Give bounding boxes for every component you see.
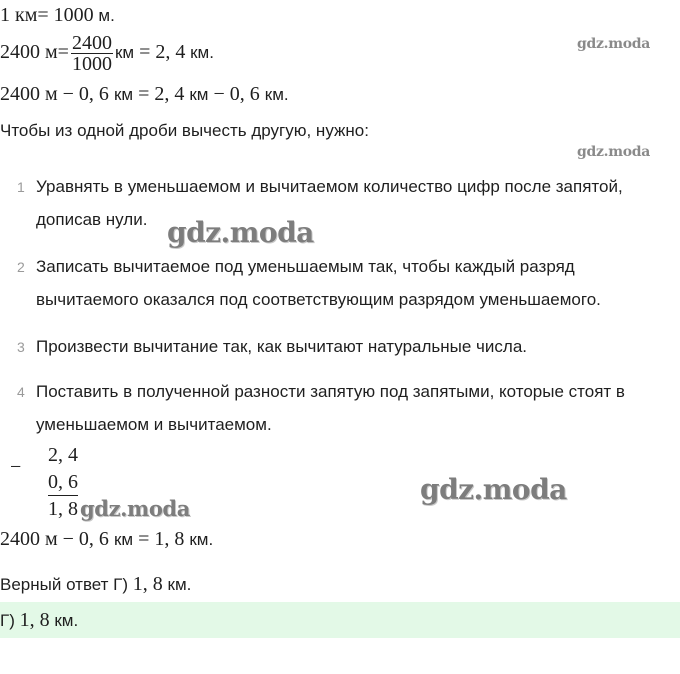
answer-box-unit: км. (49, 611, 79, 630)
column-minus-sign: − (10, 456, 22, 478)
eq3-d: = 2, 4 (133, 83, 190, 105)
fraction (71, 33, 113, 74)
step-number-1: 1 (17, 179, 25, 195)
answer-unit: км. (162, 575, 192, 594)
equation-line-3 (0, 83, 289, 106)
eq3-b: − 0, 6 (57, 83, 114, 105)
eq3-g: км. (264, 85, 289, 104)
eq1-unit: м. (93, 6, 115, 25)
step-text-3: Произвести вычитание так, как вычитают натуральные числа. (36, 337, 528, 356)
eq2-left: 2400 м (0, 40, 58, 63)
eq3-a: 2400 м (0, 83, 58, 105)
equation-line-1 (0, 4, 115, 27)
result-b: − 0, 6 (57, 528, 114, 550)
eq2-eq: = (57, 40, 69, 63)
answer-box-content (0, 609, 78, 632)
result-d: = 1, 8 (133, 528, 190, 550)
step-text-1: Уравнять в уменьшаемом и вычитаемом количество цифр после запятой, дописав нули. (36, 177, 623, 229)
answer-prefix: Верный ответ Г) (0, 575, 133, 594)
watermark-large-1: gdz.moda (167, 216, 314, 249)
result-line (0, 528, 213, 551)
intro-text: Чтобы из одной дроби вычесть другую, нужно: (0, 121, 369, 140)
step-number-4: 4 (17, 384, 25, 400)
eq3-e: км (189, 85, 209, 104)
step-number-3: 3 (17, 339, 25, 355)
answer-box (0, 602, 680, 638)
column-difference: 1, 8 (48, 498, 78, 520)
fraction-denominator: 1000 (71, 53, 112, 75)
eq3-c: км (113, 85, 134, 104)
watermark-small-2: gdz.moda (577, 144, 651, 160)
eq2-unit-end: км. (185, 42, 214, 62)
answer-box-prefix: Г) (0, 611, 20, 630)
eq3-f: − 0, 6 (208, 83, 265, 105)
fraction-numerator: 2400 (71, 32, 112, 54)
watermark-medium: gdz.moda (80, 496, 190, 521)
eq2-result: = 2, 4 (134, 40, 186, 63)
step-number-2: 2 (17, 259, 25, 275)
answer-value: 1, 8 (132, 573, 163, 595)
eq2-unit-mid: км (114, 42, 135, 62)
watermark-small-1: gdz.moda (577, 36, 651, 52)
result-a: 2400 м (0, 528, 58, 550)
column-subtrahend: 0, 6 (48, 471, 78, 496)
step-text-4: Поставить в полученной разности запятую под запятыми, которые стоят в уменьшаемом и вычитаемом. (36, 382, 625, 434)
eq1-left: 1 км (0, 4, 38, 26)
eq1-eq: = 1000 (37, 4, 94, 26)
equation-line-2 (0, 33, 214, 74)
watermark-large-2: gdz.moda (420, 473, 567, 506)
answer-box-value: 1, 8 (19, 609, 50, 631)
step-text-2: Записать вычитаемое под уменьшаемым так, чтобы каждый разряд вычитаемого оказался под соответствующим разрядом уменьшаемого. (36, 257, 601, 309)
result-c: км (113, 530, 134, 549)
correct-answer-line (0, 573, 191, 596)
column-minuend: 2, 4 (48, 444, 78, 466)
result-e: км. (189, 530, 214, 549)
